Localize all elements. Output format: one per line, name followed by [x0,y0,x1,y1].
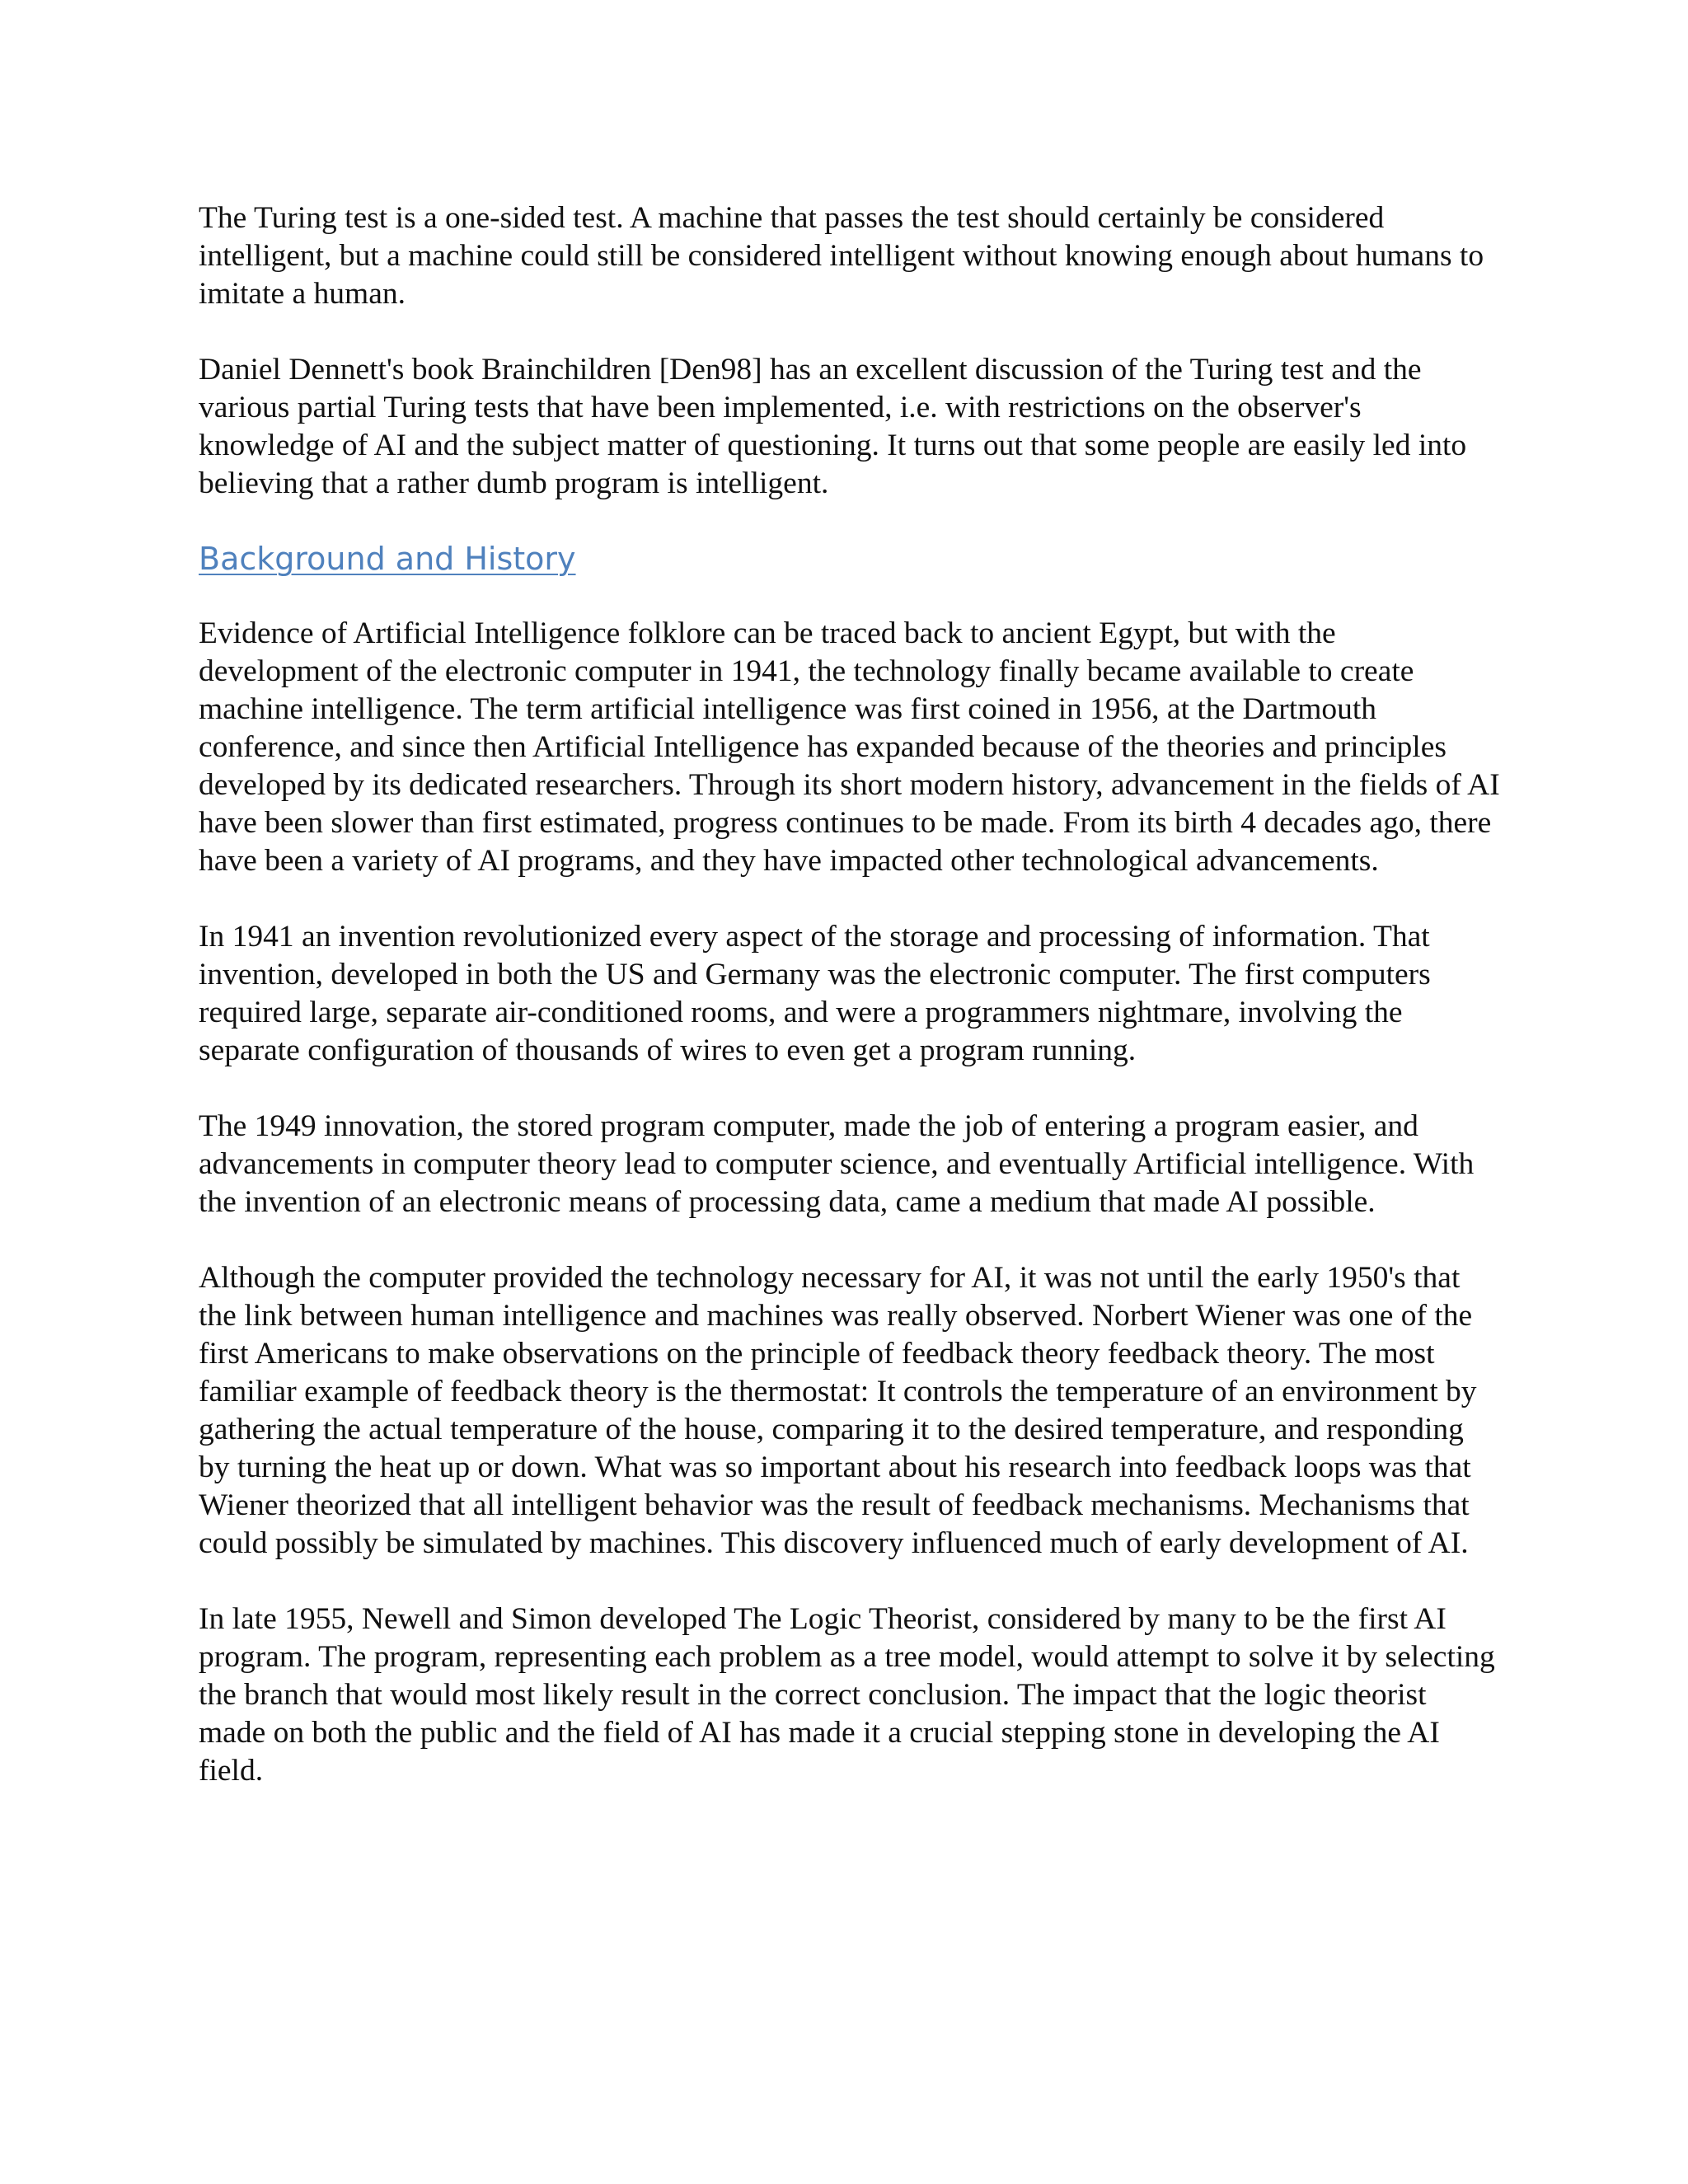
paragraph-turing-one-sided: The Turing test is a one-sided test. A machine that passes the test should certainly be considered intelligent, but a machine could still be considered intelligent without knowing enough about humans to imitate a human. [199,201,1484,311]
document-body [199,199,1501,1828]
paragraph-dennett-brainchildren: Daniel Dennett's book Brainchildren [Den98] has an excellent discussion of the Turing test and the various partial Turing tests that have been implemented, i.e. with restrictions on the observer's knowledge of AI and the subject matter of questioning. It turns out that some people are easily led into believing that a rather dumb program is intelligent. [199,353,1467,500]
paragraph-1941-invention: In 1941 an invention revolutionized every aspect of the storage and processing of information. That invention, developed in both the US and Germany was the electronic computer. The first computers required large, separate air-conditioned rooms, and were a programmers nightmare, involving the separate configuration of thousands of wires to even get a program running. [199,920,1431,1067]
paragraph-1949-innovation: The 1949 innovation, the stored program computer, made the job of entering a program easier, and advancements in computer theory lead to computer science, and eventually Artificial intelligence. With the invention of an electronic means of processing data, came a medium that made AI possible. [199,1109,1475,1219]
paragraph-feedback-theory: Although the computer provided the technology necessary for AI, it was not until the early 1950's that the link between human intelligence and machines was really observed. Norbert Wiener was one of the first Americans to make observations on the principle of feedback theory feedback theory. The most familiar example of feedback theory is the thermostat: It controls the temperature of an environment by gathering the actual temperature of the house, comparing it to the desired temperature, and responding by turning the heat up or down. What was so important about his research into feedback loops was that Wiener theorized that all intelligent behavior was the result of feedback mechanisms. Mechanisms that could possibly be simulated by machines. This discovery influenced much of early development of AI. [199,1261,1477,1560]
section-heading-background-history[interactable]: Background and History [199,541,576,577]
paragraph-logic-theorist: In late 1955, Newell and Simon developed The Logic Theorist, considered by many to be the first AI program. The program, representing each problem as a tree model, would attempt to solve it by selecting the branch that would most likely result in the correct conclusion. The impact that the logic theorist made on both the public and the field of AI has made it a crucial stepping stone in developing the AI field. [199,1602,1495,1788]
paragraph-ai-folklore: Evidence of Artificial Intelligence folklore can be traced back to ancient Egypt, but with the development of the electronic computer in 1941, the technology finally became available to create machine intelligence. The term artificial intelligence was first coined in 1956, at the Dartmouth conference, and since then Artificial Intelligence has expanded because of the theories and principles developed by its dedicated researchers. Through its short modern history, advancement in the fields of AI have been slower than first estimated, progress continues to be made. From its birth 4 decades ago, there have been a variety of AI programs, and they have impacted other technological advancements. [199,616,1500,878]
